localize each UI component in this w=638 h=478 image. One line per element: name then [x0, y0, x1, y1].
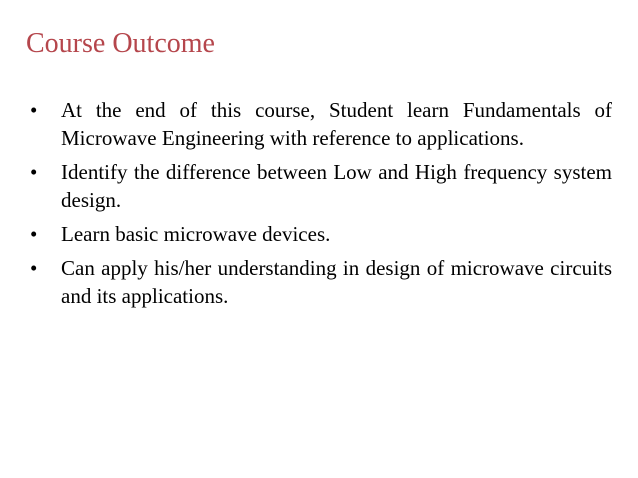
bullet-list — [26, 96, 612, 316]
bullet-icon: • — [30, 98, 38, 122]
bullet-item — [26, 158, 612, 214]
slide-title: Course Outcome — [26, 28, 215, 59]
bullet-text: At the end of this course, Student learn Fundamentals of Microwave Engineering with reference to applications. — [61, 98, 612, 150]
bullet-icon: • — [30, 160, 38, 184]
bullet-item — [26, 96, 612, 152]
bullet-text: Can apply his/her understanding in design of microwave circuits and its applications. — [61, 256, 612, 308]
bullet-icon: • — [30, 256, 38, 280]
bullet-item — [26, 220, 612, 248]
bullet-text: Identify the difference between Low and High frequency system design. — [61, 160, 612, 212]
bullet-text: Learn basic microwave devices. — [61, 222, 331, 246]
bullet-icon: • — [30, 222, 38, 246]
bullet-item — [26, 254, 612, 310]
